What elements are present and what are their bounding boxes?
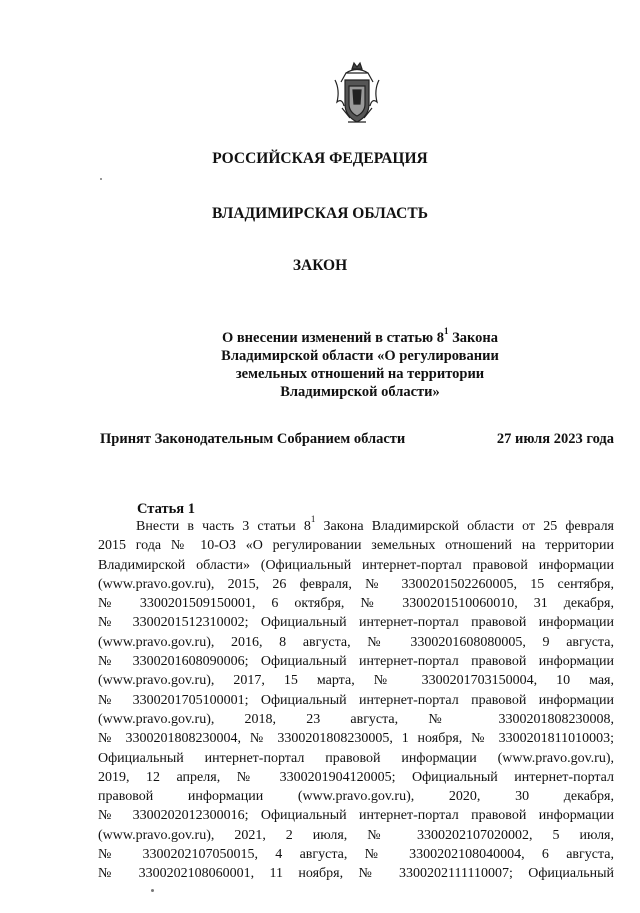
article-body-line: № 3300202108060001, 11 ноября, № 3300202111110007; Официальный [98,866,614,882]
article-body-line: № 3300201509150001, 6 октября, № 3300201510060010, 31 декабря, [98,596,614,612]
article-body-line: № 3300201512310002; Официальный интернет-портал правовой информации [98,615,614,631]
article-body-line: (www.pravo.gov.ru), 2016, 8 августа, № 3300201608080005, 9 августа, [98,634,614,650]
document-type-heading: ЗАКОН [292,257,348,274]
article-body-line: (www.pravo.gov.ru), 2021, 2 июля, № 3300202107020002, 5 июля, [98,827,614,843]
article-body-line: Внести в часть 3 статьи $8^1$ Закона Владимирской области от 25 февраля [136,514,614,534]
law-title-line-3: земельных отношений на территории [235,366,485,382]
law-title-line-2: Владимирской области «О регулировании [221,348,499,364]
region-heading: ВЛАДИМИРСКАЯ ОБЛАСТЬ [212,205,428,222]
article-body-line: 2019, 12 апреля, № 3300201904120005; Официальный интернет-портал [98,769,614,785]
article-body-line: (www.pravo.gov.ru), 2018, 23 августа, № 3300201808230008, [98,711,614,727]
country-heading: РОССИЙСКАЯ ФЕДЕРАЦИЯ [212,150,428,167]
scan-speck [100,178,102,180]
law-title [200,326,520,401]
article-body-line: № 3300201808230004, № 3300201808230005, 1 ноября, № 3300201811010003; [98,731,614,747]
article-heading: Статья 1 [137,501,195,517]
article-body-line: Официальный интернет-портал правовой информации (www.pravo.gov.ru), [98,750,614,766]
article-body-line: (www.pravo.gov.ru), 2017, 15 марта, № 3300201703150004, 10 мая, [98,673,614,689]
coat-of-arms-emblem [332,60,382,128]
article-body [98,514,614,884]
article-body-line: Владимирской области» (Официальный интернет-портал правовой информации [98,557,614,573]
article-body-line: № 3300201705100001; Официальный интернет-портал правовой информации [98,692,614,708]
article-body-line: правовой информации (www.pravo.gov.ru), 2020, 30 декабря, [98,789,614,805]
law-title-line-4: Владимирской области» [280,384,440,400]
scan-speck [151,889,154,892]
article-body-line: № 3300201608090006; Официальный интернет-портал правовой информации [98,654,614,670]
article-body-line: № 3300202012300016; Официальный интернет-портал правовой информации [98,808,614,824]
law-title-line-1: О внесении изменений в статью $8^1$ Закона [221,326,499,346]
article-body-line: (www.pravo.gov.ru), 2015, 26 февраля, № 3300201502260005, 15 сентября, [98,576,614,592]
adoption-statement: Принят Законодательным Собранием области [100,431,406,447]
adoption-date: 27 июля 2023 года [496,431,614,447]
article-body-line: № 3300202107050015, 4 августа, № 3300202108040004, 6 августа, [98,847,614,863]
article-body-line: 2015 года № 10-ОЗ «О регулировании земельных отношений на территории [98,538,614,554]
